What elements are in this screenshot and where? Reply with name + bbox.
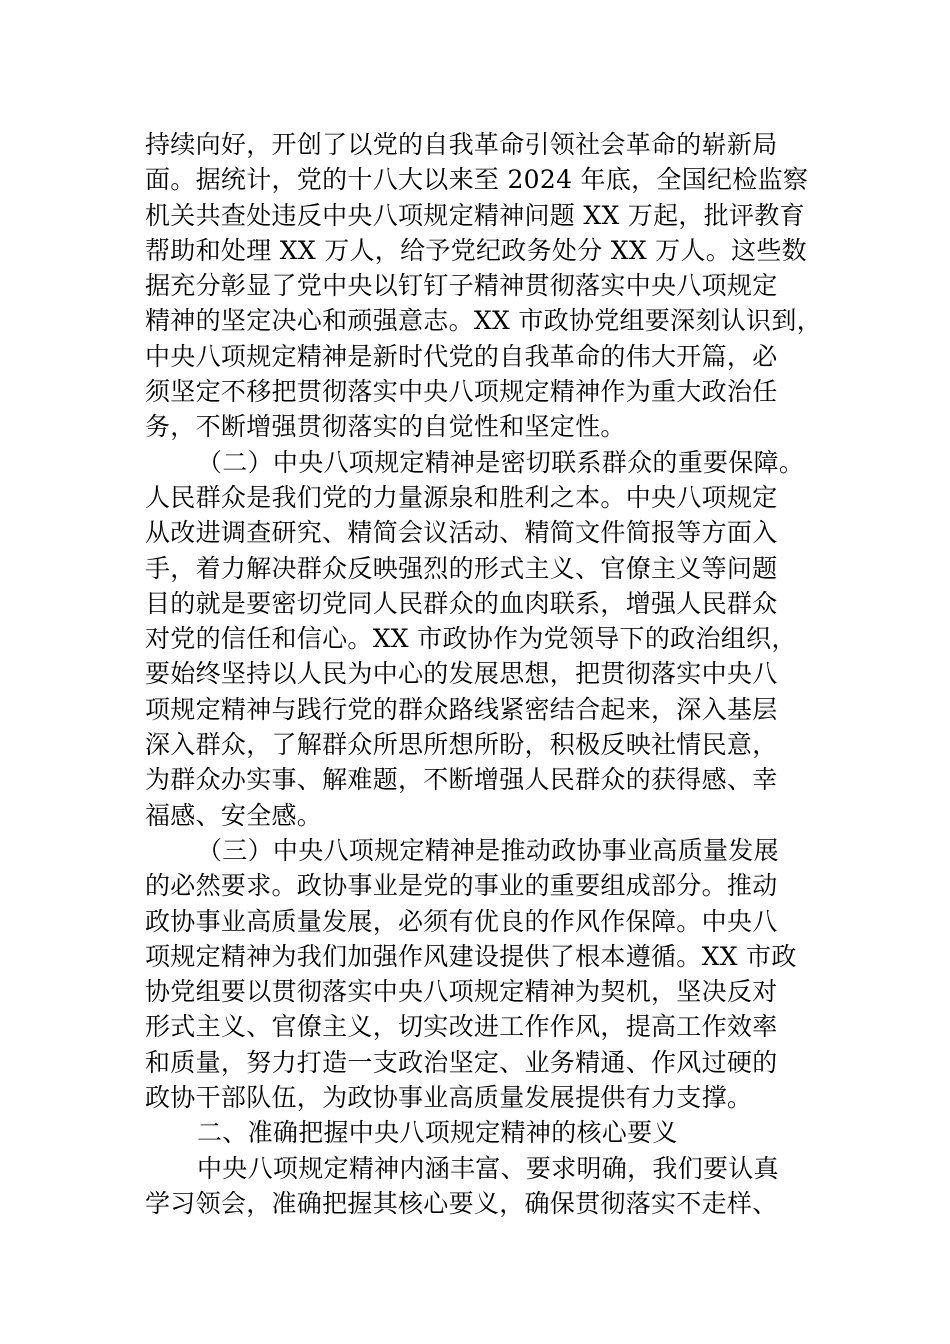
text-line: （二）中央八项规定精神是密切联系群众的重要保障。 <box>197 447 805 477</box>
text-line: 机关共查处违反中央八项规定精神问题 XX 万起，批评教育 <box>145 200 805 230</box>
document-body-text <box>145 127 825 1221</box>
text-line: 深入群众，了解群众所思所想所盼，积极反映社情民意， <box>145 730 778 760</box>
text-line: 协党组要以贯彻落实中央八项规定精神为契机，坚决反对 <box>145 977 778 1007</box>
text-line: 政协事业高质量发展，必须有优良的作风作保障。中央八 <box>145 906 778 936</box>
text-line: 学习领会，准确把握其核心要义，确保贯彻落实不走样、 <box>145 1188 778 1218</box>
text-line: 对党的信任和信心。XX 市政协作为党领导下的政治组织， <box>145 624 797 654</box>
text-line: （三）中央八项规定精神是推动政协事业高质量发展 <box>197 835 779 865</box>
text-line: 从改进调查研究、精简会议活动、精简文件简报等方面入 <box>145 518 778 548</box>
text-line: 项规定精神与践行党的群众路线紧密结合起来，深入基层 <box>145 694 778 724</box>
text-line: 手，着力解决群众反映强烈的形式主义、官僚主义等问题 <box>145 553 778 583</box>
text-line: 人民群众是我们党的力量源泉和胜利之本。中央八项规定 <box>145 482 778 512</box>
text-line: 须坚定不移把贯彻落实中央八项规定精神作为重大政治任 <box>145 377 778 407</box>
text-line: 持续向好，开创了以党的自我革命引领社会革命的崭新局 <box>145 130 778 159</box>
text-line: 二、准确把握中央八项规定精神的核心要义 <box>197 1118 678 1148</box>
text-line: 目的就是要密切党同人民群众的血肉联系，增强人民群众 <box>145 588 778 618</box>
text-line: 福感、安全感。 <box>145 800 323 830</box>
text-line: 项规定精神为我们加强作风建设提供了根本遵循。XX 市政 <box>145 941 797 971</box>
text-line: 和质量，努力打造一支政治坚定、业务精通、作风过硬的 <box>145 1047 778 1077</box>
text-line: 形式主义、官僚主义，切实改进工作作风，提高工作效率 <box>145 1012 778 1042</box>
text-line: 面。据统计，党的十八大以来至 2024 年底，全国纪检监察 <box>145 165 809 195</box>
text-line: 中央八项规定精神内涵丰富、要求明确，我们要认真 <box>197 1153 779 1183</box>
text-line: 帮助和处理 XX 万人，给予党纪政务处分 XX 万人。这些数 <box>145 235 807 265</box>
text-line: 政协干部队伍，为政协事业高质量发展提供有力支撑。 <box>145 1083 753 1113</box>
text-line: 精神的坚定决心和顽强意志。XX 市政协党组要深刻认识到， <box>145 306 822 336</box>
text-line: 据充分彰显了党中央以钉钉子精神贯彻落实中央八项规定 <box>145 271 778 301</box>
text-line: 为群众办实事、解难题，不断增强人民群众的获得感、幸 <box>145 765 778 795</box>
text-line: 务，不断增强贯彻落实的自觉性和坚定性。 <box>145 412 626 442</box>
text-line: 中央八项规定精神是新时代党的自我革命的伟大开篇，必 <box>145 341 778 371</box>
text-line: 的必然要求。政协事业是党的事业的重要组成部分。推动 <box>145 871 778 901</box>
text-line: 要始终坚持以人民为中心的发展思想，把贯彻落实中央八 <box>145 659 778 689</box>
